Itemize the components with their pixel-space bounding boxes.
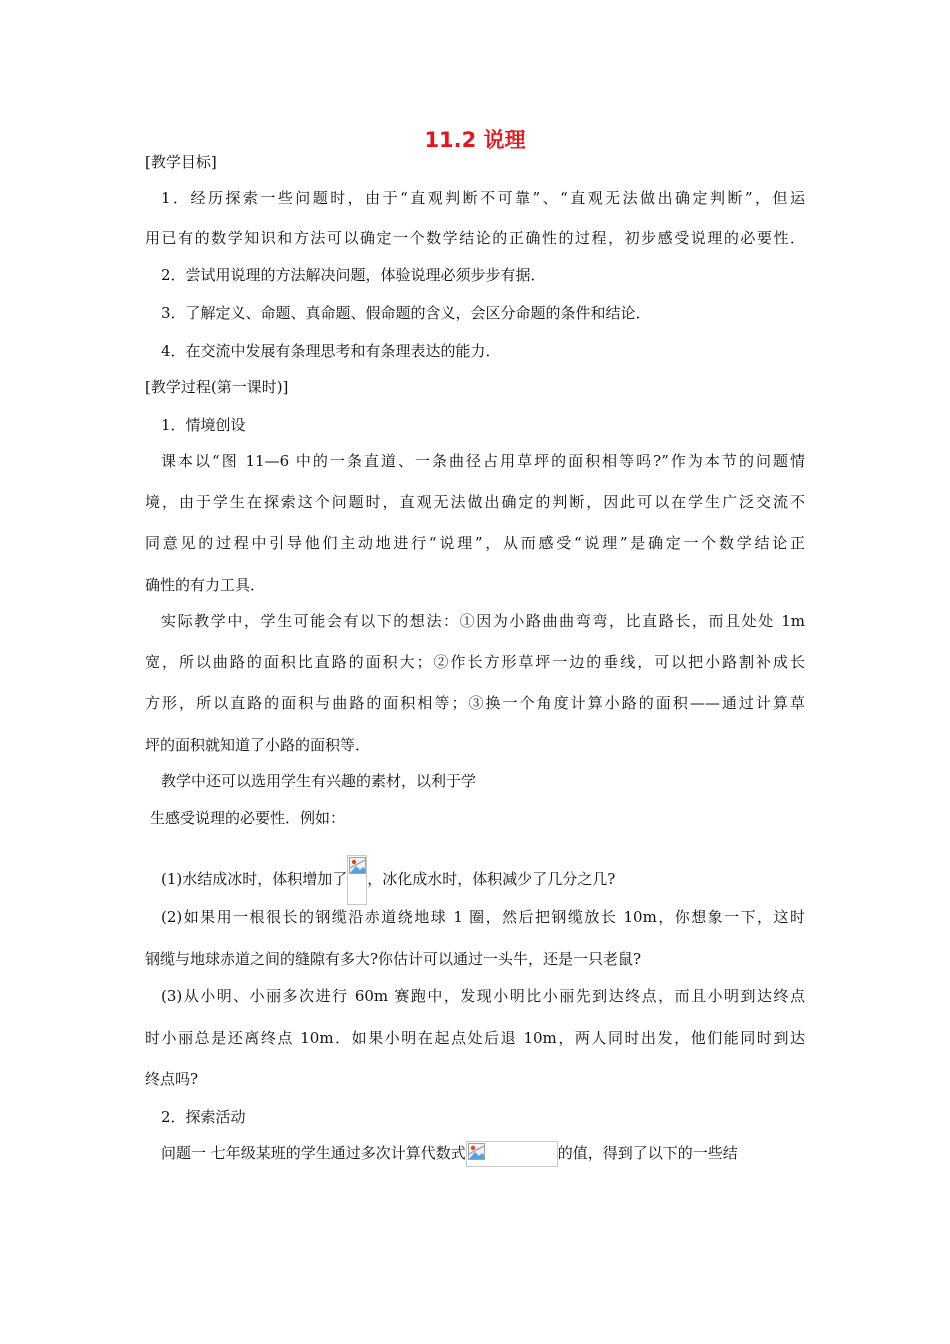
paragraph-line: 生感受说理的必要性．例如： <box>150 809 346 827</box>
example-1 <box>161 855 615 905</box>
process-heading: [教学过程(第一课时)] <box>145 378 289 396</box>
paragraph-line: (3)从小明、小丽多次进行 60m 赛跑中，发现小明比小丽先到达终点，而且小明到达终点 <box>161 987 805 1005</box>
objectives-heading: [教学目标] <box>145 153 217 171</box>
paragraph-line: 终点吗? <box>145 1070 199 1088</box>
paragraph-line: 宽，所以曲路的面积比直路的面积大；②作长方形草坪一边的垂线，可以把小路割补成长 <box>145 653 805 671</box>
paragraph-line: 教学中还可以选用学生有兴趣的素材，以利于学 <box>161 772 477 790</box>
paragraph-line: 时小丽总是还离终点 10m．如果小明在起点处后退 10m，两人同时出发，他们能同时到达 <box>145 1029 805 1047</box>
broken-image-icon <box>468 1143 485 1160</box>
problem-1-text-before: 问题一 七年级某班的学生通过多次计算代数式 <box>161 1144 466 1162</box>
paragraph-line: 课本以“图 11—6 中的一条直道、一条曲径占用草坪的面积相等吗?”作为本节的问题情 <box>161 452 805 470</box>
objective-line: 2．尝试用说理的方法解决问题，体验说理必须步步有据． <box>161 266 546 284</box>
objective-line: 3．了解定义、命题、真命题、假命题的含义，会区分命题的条件和结论． <box>161 304 651 322</box>
paragraph-line: 境，由于学生在探索这个问题时，直观无法做出确定的判断，因此可以在学生广泛交流不 <box>145 493 805 511</box>
paragraph-line: 实际教学中，学生可能会有以下的想法：①因为小路曲曲弯弯，比直路长，而且处处 1m <box>161 612 805 630</box>
broken-image-icon <box>349 857 366 874</box>
paragraph-line: 方形，所以直路的面积与曲路的面积相等；③换一个角度计算小路的面积——通过计算草 <box>145 694 805 712</box>
paragraph-line: 确性的有力工具． <box>145 576 266 594</box>
section-heading: 1．情境创设 <box>161 416 246 434</box>
paragraph-line: 坪的面积就知道了小路的面积等． <box>145 736 371 754</box>
problem-1 <box>161 1141 738 1167</box>
example-1-text-before: (1)水结成冰时，体积增加了 <box>161 870 348 888</box>
objective-line: 用已有的数学知识和方法可以确定一个数学结论的正确性的过程，初步感受说理的必要性． <box>145 229 805 247</box>
fraction-image-placeholder <box>347 855 367 905</box>
page-title: 11.2 说理 <box>424 128 526 152</box>
paragraph-line: (2)如果用一根很长的钢缆沿赤道绕地球 1 圈，然后把钢缆放长 10m，你想象一下，这时 <box>161 908 805 926</box>
example-1-text-after: ，冰化成水时，体积减少了几分之几? <box>367 870 616 888</box>
section-heading: 2．探索活动 <box>161 1108 246 1126</box>
expression-image-placeholder <box>466 1141 558 1167</box>
objective-line: 4．在交流中发展有条理思考和有条理表达的能力． <box>161 342 501 360</box>
paragraph-line: 同意见的过程中引导他们主动地进行“说理”，从而感受“说理”是确定一个数学结论正 <box>145 534 805 552</box>
objective-line: 1．经历探索一些问题时，由于“直观判断不可靠”、“直观无法做出确定判断”，但运 <box>161 189 805 207</box>
problem-1-text-after: 的值，得到了以下的一些结 <box>557 1144 738 1162</box>
paragraph-line: 钢缆与地球赤道之间的缝隙有多大?你估计可以通过一头牛，还是一只老鼠? <box>145 950 642 968</box>
